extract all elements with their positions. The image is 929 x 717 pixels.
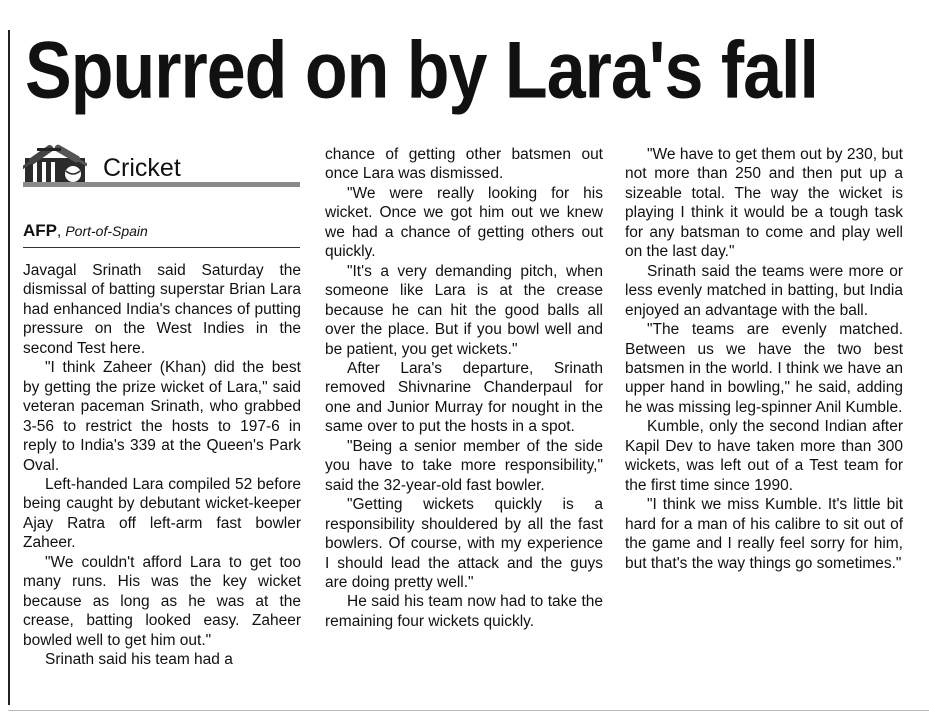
headline: Spurred on by Lara's fall: [25, 24, 818, 115]
paragraph: "I think we miss Kumble. It's little bit hard for a man of his calibre to sit out of the game and I really feel sorry for him, but that's the way things go sometimes.": [625, 496, 903, 572]
paragraph: He said his team now had to take the remaining four wickets quickly.: [325, 593, 603, 630]
paragraph: "I think Zaheer (Khan) did the best by getting the prize wicket of Lara," said veteran paceman Srinath, who grabbed 3-56 to restrict the hosts to 197-6 in reply to India's 339 at the Queen's Park Oval.: [23, 359, 301, 474]
paragraph: Srinath said his team had a: [45, 651, 233, 669]
cricket-bats-stumps-icon: [23, 144, 87, 186]
byline-agency: AFP: [23, 221, 57, 240]
byline-rule: [23, 247, 300, 248]
paragraph: "Being a senior member of the side you have to take more responsibility," said the 32-year-old fast bowler.: [325, 437, 603, 494]
paragraph: After Lara's departure, Srinath removed Shivnarine Chanderpaul for one and Junior Murray for nought in the same over to put the hosts in a spot.: [325, 359, 603, 436]
byline: [23, 221, 300, 242]
paragraph: "The teams are evenly matched. Between us we have the two best batsmen in the world. I think we have an upper hand in bowling," he said, adding he was missing leg-spinner Anil Kumble.: [625, 321, 903, 416]
byline-separator: ,: [57, 223, 62, 240]
paragraph: "It's a very demanding pitch, when someone like Lara is at the crease because he can hit the good balls all over the place. But if you bowl well and be patient, you get wickets.": [325, 262, 603, 358]
paragraph: "Getting wickets quickly is a responsibility shouldered by all the fast bowlers. Of course, with my experience I should lead the attack and the guys are doing pretty well.": [325, 496, 603, 591]
paragraph: Javagal Srinath said Saturday the dismissal of batting superstar Brian Lara had enhanced India's chances of putting pressure on the West Indies in the second Test here.: [23, 262, 301, 357]
paragraph: Kumble, only the second Indian after Kapil Dev to have taken more than 300 wickets, was left out of a Test team for the first time since 1990.: [625, 418, 903, 494]
section-label: [23, 140, 300, 188]
article-column-1: [23, 261, 301, 670]
section-underbar: [23, 182, 300, 187]
paragraph: Srinath said the teams were more or less evenly matched in batting, but India enjoyed an advantage with the ball.: [625, 262, 903, 319]
paragraph: chance of getting other batsmen out once Lara was dismissed.: [325, 146, 603, 183]
article-column-3: [625, 145, 903, 573]
left-margin-rule: [8, 30, 10, 705]
paragraph: "We were really looking for his wicket. Once we got him out we knew we had a chance of getting others out quickly.: [325, 184, 603, 261]
paragraph: "We couldn't afford Lara to get too many runs. His was the key wicket because as long as he was at the crease, batting looked easy. Zaheer bowled well to get him out.": [23, 553, 301, 649]
section-title: Cricket: [103, 154, 181, 182]
paragraph: Left-handed Lara compiled 52 before being caught by debutant wicket-keeper Ajay Ratra off left-arm fast bowler Zaheer.: [23, 475, 301, 552]
paragraph: "We have to get them out by 230, but not more than 250 and then put up a sizeable total. The way the wicket is playing I think it would be a tough task for any batsman to come and play well on the last day.": [625, 146, 903, 261]
article-column-2: [325, 145, 603, 631]
bottom-rule: [8, 710, 929, 711]
byline-place: Port-of-Spain: [65, 223, 148, 239]
